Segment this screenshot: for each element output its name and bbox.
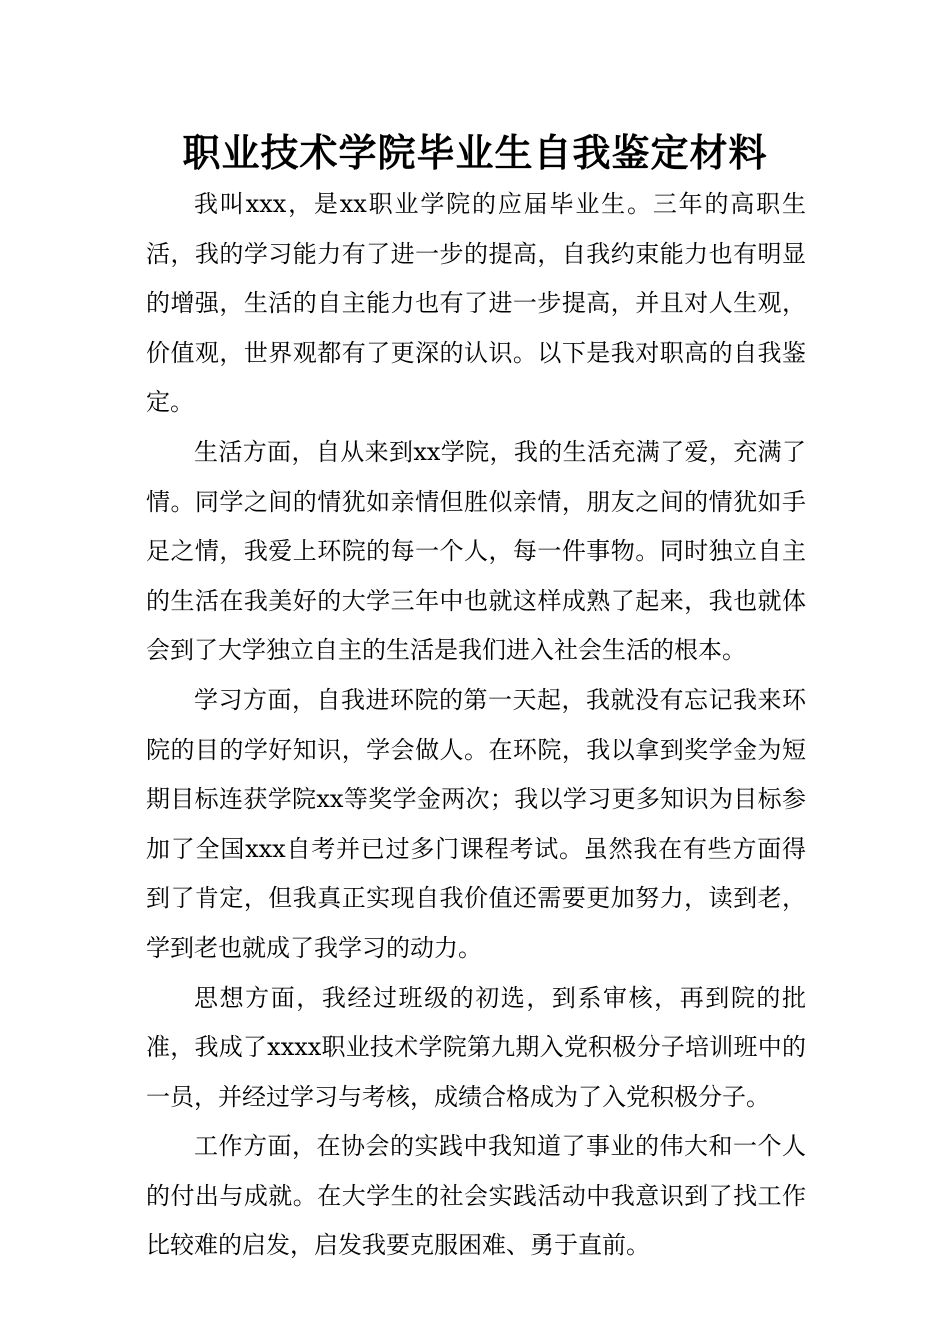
document-body	[146, 180, 806, 1271]
paragraph-work: 工作方面，在协会的实践中我知道了事业的伟大和一个人的付出与成就。在大学生的社会实践活动中我意识到了找工作比较难的启发，启发我要克服困难、勇于直前。	[146, 1132, 806, 1260]
paragraph-ideology: 思想方面，我经过班级的初选，到系审核，再到院的批准，我成了xxxx职业技术学院第九期入党积极分子培训班中的一员，并经过学习与考核，成绩合格成为了入党积极分子。	[146, 983, 806, 1111]
paragraph-intro: 我叫xxx，是xx职业学院的应届毕业生。三年的高职生活，我的学习能力有了进一步的提高，自我约束能力也有明显的增强，生活的自主能力也有了进一步提高，并且对人生观，价值观，世界观都有了更深的认识。以下是我对职高的自我鉴定。	[146, 190, 806, 417]
paragraph-study: 学习方面，自我进环院的第一天起，我就没有忘记我来环院的目的学好知识，学会做人。在环院，我以拿到奖学金为短期目标连获学院xx等奖学金两次；我以学习更多知识为目标参加了全国xxx自考并已过多门课程考试。虽然我在有些方面得到了肯定，但我真正实现自我价值还需要更加努力，读到老，学到老也就成了我学习的动力。	[146, 685, 806, 962]
paragraph-life: 生活方面，自从来到xx学院，我的生活充满了爱，充满了情。同学之间的情犹如亲情但胜似亲情，朋友之间的情犹如手足之情，我爱上环院的每一个人，每一件事物。同时独立自主的生活在我美好的大学三年中也就这样成熟了起来，我也就体会到了大学独立自主的生活是我们进入社会生活的根本。	[146, 437, 806, 665]
document-title: 职业技术学院毕业生自我鉴定材料	[182, 131, 768, 175]
